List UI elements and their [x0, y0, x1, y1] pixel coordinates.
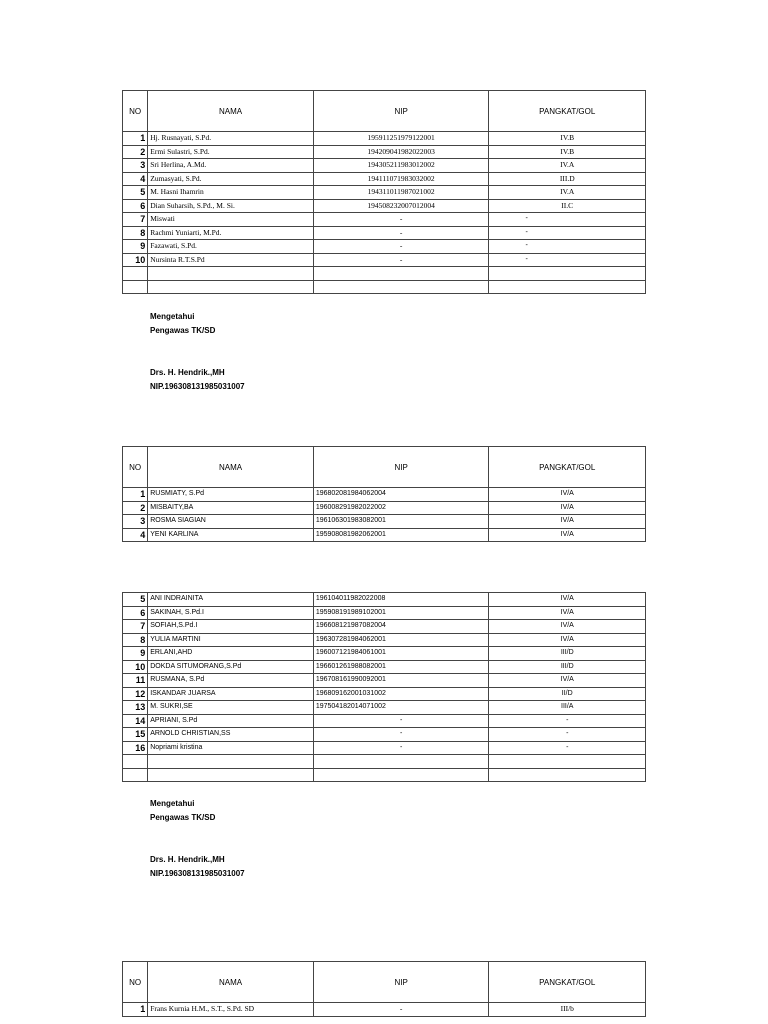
row-nip: 194305211983012002: [313, 159, 489, 173]
row-pangkat: IV/A: [489, 606, 646, 620]
row-number: 1: [123, 488, 148, 502]
table-row: [123, 701, 646, 715]
signature-nip: NIP.19630813198503​1007: [150, 382, 245, 391]
row-number: 9: [123, 240, 148, 254]
row-nip: 196601261988082001: [313, 660, 489, 674]
table-row: [123, 660, 646, 674]
table-row: [123, 226, 646, 240]
row-name: [148, 768, 314, 782]
signature-nip: NIP.19630813198503​1007: [150, 869, 245, 878]
row-name: Dian Suharsih, S.Pd., M. Si.: [148, 199, 314, 213]
row-nip: -: [313, 741, 489, 755]
row-nip: 197504182014071002: [313, 701, 489, 715]
table-row: [123, 159, 646, 173]
table-header: [123, 962, 646, 1003]
row-pangkat: IV.B: [489, 132, 646, 146]
header-nama: NAMA: [148, 91, 314, 132]
row-nip: [313, 768, 489, 782]
row-pangkat: -: [489, 253, 646, 267]
row-pangkat: II.C: [489, 199, 646, 213]
header-pangkat: PANGKAT/GOL: [489, 447, 646, 488]
row-name: Sri Herlina, A.Md.: [148, 159, 314, 173]
table-row: [123, 240, 646, 254]
row-pangkat: IV/A: [489, 633, 646, 647]
row-pangkat: III/b: [489, 1003, 646, 1017]
row-name: [148, 280, 314, 294]
row-nip: -: [313, 728, 489, 742]
row-number: 4: [123, 528, 148, 542]
row-nip: 195908081982062001: [313, 528, 489, 542]
table-header: [123, 447, 646, 488]
table-row: [123, 501, 646, 515]
header-no: NO: [123, 447, 148, 488]
table-row: [123, 768, 646, 782]
row-name: ERLANI,AHD: [148, 647, 314, 661]
row-pangkat: IV.B: [489, 145, 646, 159]
table-row: [123, 714, 646, 728]
row-number: 7: [123, 213, 148, 227]
row-nip: 195908191989102001: [313, 606, 489, 620]
row-number: 2: [123, 501, 148, 515]
row-number: 5: [123, 186, 148, 200]
table-row: [123, 755, 646, 769]
row-nip: -: [313, 1003, 489, 1017]
staff-table-4: [122, 961, 646, 1017]
row-name: Fazawati, S.Pd.: [148, 240, 314, 254]
table-row: [123, 280, 646, 294]
header-nip: NIP: [313, 447, 489, 488]
row-pangkat: IV.A: [489, 186, 646, 200]
row-pangkat: IV/A: [489, 488, 646, 502]
row-nip: 194209041982022003: [313, 145, 489, 159]
row-nip: -: [313, 253, 489, 267]
row-pangkat: III/A: [489, 701, 646, 715]
row-number: [123, 755, 148, 769]
table-row: [123, 145, 646, 159]
table-body: [123, 488, 646, 542]
row-nip: -: [313, 213, 489, 227]
row-number: [123, 768, 148, 782]
header-pangkat: PANGKAT/GOL: [489, 962, 646, 1003]
table-header: [123, 91, 646, 132]
row-name: SOFIAH,S.Pd.I: [148, 620, 314, 634]
header-nama: NAMA: [148, 447, 314, 488]
row-name: Nursinta R.T.S.Pd: [148, 253, 314, 267]
row-name: M. Hasni Ihamrin: [148, 186, 314, 200]
row-number: 1: [123, 132, 148, 146]
table-row: [123, 633, 646, 647]
row-pangkat: -: [489, 741, 646, 755]
row-nip: 194311011987021002: [313, 186, 489, 200]
row-number: 15: [123, 728, 148, 742]
row-name: RUSMANA, S.Pd: [148, 674, 314, 688]
table-row: [123, 199, 646, 213]
row-name: ROSMA SIAGIAN: [148, 515, 314, 529]
row-number: 13: [123, 701, 148, 715]
row-number: 10: [123, 253, 148, 267]
row-pangkat: [489, 280, 646, 294]
signature-name: Drs. H. Hendrik.,MH: [150, 855, 225, 864]
row-name: APRIANI, S.Pd: [148, 714, 314, 728]
table-body: [123, 593, 646, 782]
row-number: 7: [123, 620, 148, 634]
row-number: 16: [123, 741, 148, 755]
row-number: 10: [123, 660, 148, 674]
row-nip: -: [313, 226, 489, 240]
row-nip: 196106301983082001: [313, 515, 489, 529]
row-number: 3: [123, 515, 148, 529]
row-number: [123, 267, 148, 281]
row-nip: 194508232007012004: [313, 199, 489, 213]
row-number: 6: [123, 606, 148, 620]
row-name: Miswati: [148, 213, 314, 227]
row-number: 1: [123, 1003, 148, 1017]
row-nip: 196708161990092001: [313, 674, 489, 688]
table-body: [123, 132, 646, 294]
row-nip: 196008291982022002: [313, 501, 489, 515]
row-pangkat: IV/A: [489, 620, 646, 634]
row-name: ANI INDRAINITA: [148, 593, 314, 607]
row-number: 8: [123, 226, 148, 240]
row-name: DOKDA SITUMORANG,S.Pd: [148, 660, 314, 674]
row-name: Hj. Rusnayati, S.Pd.: [148, 132, 314, 146]
row-pangkat: IV/A: [489, 528, 646, 542]
row-number: 2: [123, 145, 148, 159]
row-number: 8: [123, 633, 148, 647]
row-pangkat: IV/A: [489, 593, 646, 607]
row-pangkat: -: [489, 213, 646, 227]
row-number: 9: [123, 647, 148, 661]
row-name: Nopriami kristina: [148, 741, 314, 755]
table-row: [123, 528, 646, 542]
row-pangkat: [489, 755, 646, 769]
table-row: [123, 253, 646, 267]
row-nip: 196007121984061001: [313, 647, 489, 661]
row-number: 14: [123, 714, 148, 728]
row-nip: 196802081984062004: [313, 488, 489, 502]
table-row: [123, 728, 646, 742]
table-row: [123, 267, 646, 281]
row-name: MISBAITY,BA: [148, 501, 314, 515]
table-row: [123, 593, 646, 607]
row-nip: 196608121987082004: [313, 620, 489, 634]
table-row: [123, 213, 646, 227]
row-number: 3: [123, 159, 148, 173]
header-nip: NIP: [313, 91, 489, 132]
signature-block-1: [150, 310, 245, 394]
table-row: [123, 488, 646, 502]
row-pangkat: III/D: [489, 647, 646, 661]
row-name: YENI KARLINA: [148, 528, 314, 542]
table-row: [123, 132, 646, 146]
row-pangkat: -: [489, 714, 646, 728]
table-row: [123, 606, 646, 620]
table-row: [123, 186, 646, 200]
row-nip: [313, 280, 489, 294]
staff-table-2: [122, 446, 646, 542]
header-nama: NAMA: [148, 962, 314, 1003]
row-nip: 195911251979122001: [313, 132, 489, 146]
row-name: M. SUKRI,SE: [148, 701, 314, 715]
row-name: YULIA MARTINI: [148, 633, 314, 647]
row-number: 5: [123, 593, 148, 607]
row-nip: -: [313, 240, 489, 254]
signature-block-2: [150, 797, 245, 881]
signature-acknowledge: Mengetahui: [150, 799, 195, 808]
row-number: 11: [123, 674, 148, 688]
row-name: Ermi Sulastri, S.Pd.: [148, 145, 314, 159]
table-row: [123, 741, 646, 755]
row-number: 12: [123, 687, 148, 701]
row-name: [148, 267, 314, 281]
header-pangkat: PANGKAT/GOL: [489, 91, 646, 132]
row-pangkat: -: [489, 728, 646, 742]
table-row: [123, 647, 646, 661]
row-nip: 196104011982022008: [313, 593, 489, 607]
row-name: Zumasyati, S.Pd.: [148, 172, 314, 186]
row-pangkat: II/D: [489, 687, 646, 701]
header-no: NO: [123, 91, 148, 132]
row-nip: 196809162001031002: [313, 687, 489, 701]
row-nip: -: [313, 714, 489, 728]
row-nip: 194111071983032002: [313, 172, 489, 186]
row-name: [148, 755, 314, 769]
header-nip: NIP: [313, 962, 489, 1003]
table-row: [123, 674, 646, 688]
signature-acknowledge: Mengetahui: [150, 312, 195, 321]
row-pangkat: IV.A: [489, 159, 646, 173]
row-pangkat: IV/A: [489, 501, 646, 515]
signature-role: Pengawas TK/SD: [150, 326, 216, 335]
row-pangkat: III.D: [489, 172, 646, 186]
table-row: [123, 172, 646, 186]
signature-name: Drs. H. Hendrik.,MH: [150, 368, 225, 377]
row-number: 4: [123, 172, 148, 186]
row-pangkat: IV/A: [489, 515, 646, 529]
table-row: [123, 687, 646, 701]
table-row: [123, 515, 646, 529]
row-pangkat: -: [489, 226, 646, 240]
table-row: [123, 1003, 646, 1017]
row-nip: 196307281984062001: [313, 633, 489, 647]
row-pangkat: -: [489, 240, 646, 254]
row-pangkat: [489, 768, 646, 782]
row-nip: [313, 267, 489, 281]
row-nip: [313, 755, 489, 769]
row-name: SAKINAH, S.Pd.I: [148, 606, 314, 620]
row-name: Frans Kurnia H.M., S.T., S.Pd. SD: [148, 1003, 314, 1017]
header-no: NO: [123, 962, 148, 1003]
row-name: ISKANDAR JUARSA: [148, 687, 314, 701]
row-number: [123, 280, 148, 294]
table-body: [123, 1003, 646, 1017]
staff-table-3: [122, 592, 646, 782]
row-name: Rachmi Yuniarti, M.Pd.: [148, 226, 314, 240]
table-row: [123, 620, 646, 634]
row-pangkat: III/D: [489, 660, 646, 674]
row-name: RUSMIATY, S.Pd: [148, 488, 314, 502]
staff-table-1: [122, 90, 646, 294]
row-pangkat: IV/A: [489, 674, 646, 688]
row-number: 6: [123, 199, 148, 213]
row-pangkat: [489, 267, 646, 281]
row-name: ARNOLD CHRISTIAN,SS: [148, 728, 314, 742]
signature-role: Pengawas TK/SD: [150, 813, 216, 822]
